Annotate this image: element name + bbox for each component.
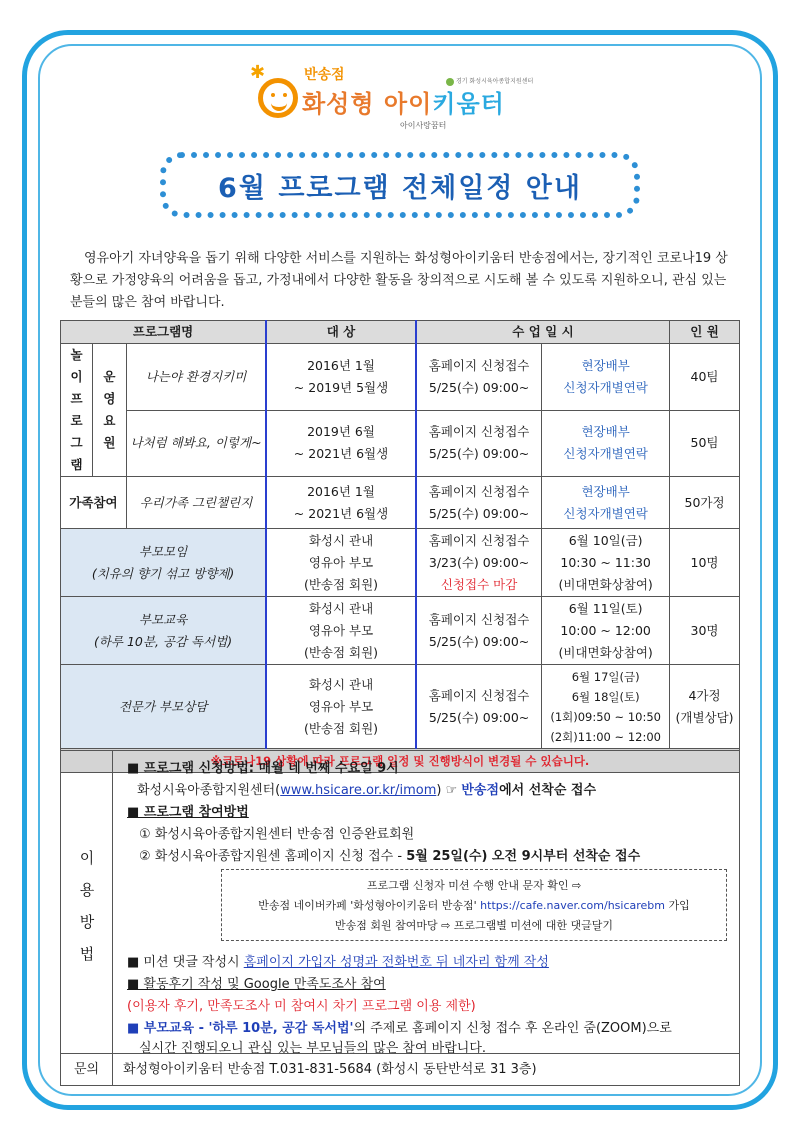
table-header-row: 프로그램명 대 상 수 업 일 시 인 원: [61, 321, 740, 344]
notice-row: ※코로나19 상황에 따라 프로그램 일정 및 진행방식이 변경될 수 있습니다.: [61, 749, 740, 773]
title-banner: [160, 152, 640, 218]
usage-label: 이 용 방 법: [61, 751, 113, 1053]
org-logo-icon: [446, 78, 454, 86]
logo-title: 화성형 아이키움터: [302, 90, 505, 118]
table-row: 전문가 부모상담 화성시 관내 영유아 부모 (반송점 회원) 홈페이지 신청접수 5/25(수) 09:00~ 6월 17일(금) 6월 18일(토) (1회)09:50 ~ 10:50 (2회)11:00 ~ 12:00 4가정 (개별상담): [61, 665, 740, 749]
star-icon: ✱: [250, 62, 266, 83]
table-row: 놀 이 프 로 그 램 운 영 요 원 나는야 환경지키미 2016년 1월 ~ 2019년 5월생 홈페이지 신청접수 5/25(수) 09:00~ 현장배부 신청자개별연락 40팀: [61, 344, 740, 411]
logo-branch: 반송점: [304, 67, 345, 83]
mission-notice-box: 프로그램 신청자 미션 수행 안내 문자 확인 ⇨ 반송점 네이버카페 '화성형아이키움터 반송점' https://cafe.naver.com/hsicarebm 가입 반송점 회원 참여마당 ⇨ 프로그램별 미션에 대한 댓글달기: [221, 869, 727, 941]
cafe-link[interactable]: https://cafe.naver.com/hsicarebm: [480, 899, 666, 912]
smiley-face-icon: [258, 78, 298, 118]
hsicare-link[interactable]: www.hsicare.or.kr/imom: [280, 783, 437, 798]
logo: [250, 62, 550, 142]
schedule-table: [60, 320, 740, 773]
table-row: 부모모임 (치유의 향기 섞고 방향제) 화성시 관내 영유아 부모 (반송점 회원) 홈페이지 신청접수 3/23(수) 09:00~ 신청접수 마감 6월 10일(금) 10:30 ~ 11:30 (비대면화상참여) 10명: [61, 529, 740, 597]
table-row: 가족참여 우리가족 그린챌린지 2016년 1월 ~ 2021년 6월생 홈페이지 신청접수 5/25(수) 09:00~ 현장배부 신청자개별연락 50가정: [61, 477, 740, 529]
intro-text: 영유아기 자녀양육을 돕기 위해 다양한 서비스를 지원하는 화성형아이키움터 반송점에서는, 장기적인 코로나19 상황으로 가정양육의 어려움을 돕고, 가정내에서 다양한 활동을 창의적으로 시도해 볼 수 있도록 지원하오니, 관심 있는 분들의 많은 참여 바랍니다.: [70, 251, 728, 310]
org-logo: 경기 화성시육아종합지원센터: [446, 76, 533, 86]
contact-row: 문의 화성형아이키움터 반송점 T.031-831-5684 (화성시 동탄반석로 31 3층): [61, 1053, 739, 1085]
apply-method-line: 화성시육아종합지원센터(www.hsicare.or.kr/imom) ☞ 반송점에서 선착순 접수: [137, 783, 597, 798]
logo-subtitle: 아이사랑꿈터: [400, 121, 447, 130]
page-title: 6월 프로그램 전체일정 안내: [218, 172, 582, 204]
usage-section: 이 용 방 법 ■ 프로그램 신청방법: 매월 네 번째 수요일 9시 화성시육아종합지원센터(www.hsicare.or.kr/imom) ☞ 반송점에서 선착순 접수 ■ 프로그램 참여방법 ① 화성시육아종합지원센터 반송점 인증완료회원 ② 화성시육아종합지원센 홈페이지 신청 접수 - 5월 25일(수) 오전 9시부터 선착순 접수 프로그램 신청자 미션 수행 안내 문자 확인 ⇨ 반송점 네이버카페 '화성형아이키움터 반송점' https://cafe.naver.com/hsicarebm 가입 반송점 회원 참여마당 ⇨ 프로그램별 미션에 대한 댓글달기 ■ 미션 댓글 작성시 홈페이지 가입자 성명과 전화번호 뒤 네자리 함께 작성 ■ 활동후기 작성 및 Google 만족도조사 참여 (이용자 후기, 만족도조사 미 참여시 차기 프로그램 이용 제한) ■ 부모교육 - '하루 10분, 공감 독서법'의 주제로 홈페이지 신청 접수 후 온라인 줌(ZOOM)으로 실시간 진행되오니 관심 있는 부모님들의 많은 참여 바랍니다. 문의 화성형아이키움터 반송점 T.031-831-5684 (화성시 동탄반석로 31 3층): [60, 750, 740, 1086]
table-row: 나처럼 해봐요, 이렇게~ 2019년 6월 ~ 2021년 6월생 홈페이지 신청접수 5/25(수) 09:00~ 현장배부 신청자개별연락 50팀: [61, 410, 740, 477]
table-row: 부모교육 (하루 10분, 공감 독서법) 화성시 관내 영유아 부모 (반송점 회원) 홈페이지 신청접수 5/25(수) 09:00~ 6월 11일(토) 10:00 ~ 12:00 (비대면화상참여) 30명: [61, 597, 740, 665]
